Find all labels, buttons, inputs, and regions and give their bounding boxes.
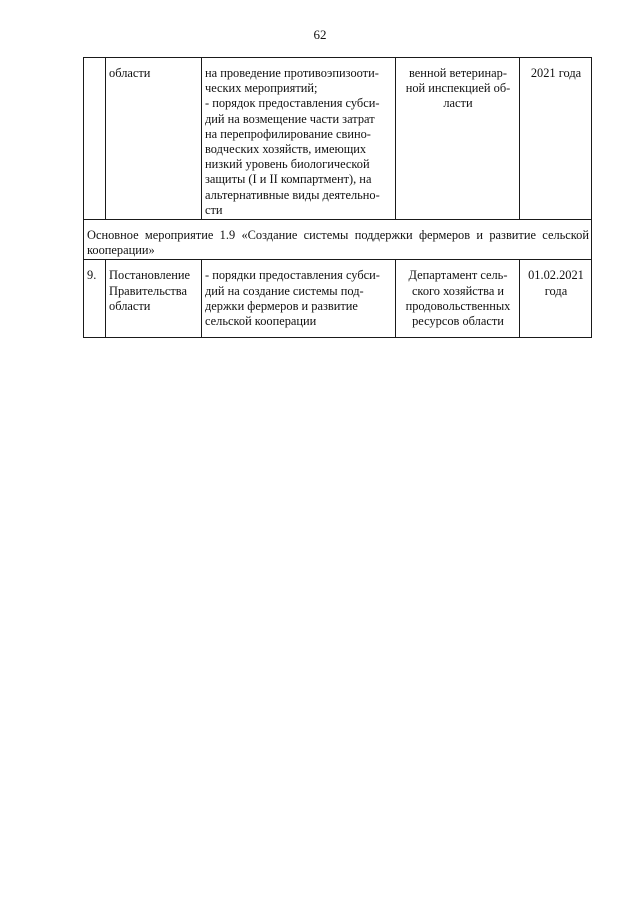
row-number: 9. xyxy=(87,268,97,283)
cell-responsible xyxy=(396,260,520,338)
deadline-line: 01.02.2021 xyxy=(528,268,584,283)
cell-content xyxy=(202,260,396,338)
table-section-header xyxy=(84,220,592,260)
content-line: на проведение противоэпизооти- xyxy=(205,66,379,80)
cell-document-type xyxy=(106,260,202,338)
section-title-line: Основное мероприятие 1.9 «Создание системы поддержки фермеров и развитие сельской xyxy=(87,228,589,243)
cell-deadline xyxy=(520,260,592,338)
content-line: держки фермеров и развитие xyxy=(205,298,358,313)
content-line: водческих хозяйств, имеющих xyxy=(205,142,367,157)
content-line: дий на возмещение части затрат xyxy=(205,111,375,126)
measures-table xyxy=(83,57,592,338)
cell-content xyxy=(202,58,396,220)
responsible-line: венной ветеринар- xyxy=(409,66,507,80)
responsible-line: ласти xyxy=(443,96,473,111)
content-line: - порядки предоставления субси- xyxy=(205,268,380,283)
content-line: дий на создание системы под- xyxy=(205,283,364,298)
deadline-line: 2021 года xyxy=(530,66,582,80)
content-line: - порядок предоставления субси- xyxy=(205,96,380,111)
cell-number xyxy=(84,58,106,220)
responsible-line: продовольственных xyxy=(405,298,511,313)
content-line: защиты (I и II компартмент), на xyxy=(205,172,372,187)
responsible-line: ского хозяйства и xyxy=(411,283,505,298)
doc-type-line: Постановление xyxy=(109,268,190,283)
content-line: сельской кооперации xyxy=(205,314,317,329)
content-line: на перепрофилирование свино- xyxy=(205,126,371,141)
section-title xyxy=(84,220,592,260)
content-line: ческих мероприятий; xyxy=(205,81,318,96)
doc-type-line: области xyxy=(109,66,151,80)
content-line: сти xyxy=(205,202,223,217)
doc-type-line: Правительства xyxy=(109,283,187,298)
table-row-continued xyxy=(84,58,592,220)
content-line: альтернативные виды деятельно- xyxy=(205,187,380,202)
responsible-line: Департамент сель- xyxy=(408,268,508,283)
responsible-line: ресурсов области xyxy=(412,314,504,329)
section-title-line: кооперации» xyxy=(87,243,155,258)
doc-type-line: области xyxy=(109,298,151,313)
cell-deadline xyxy=(520,58,592,220)
content-line: низкий уровень биологической xyxy=(205,157,370,172)
responsible-line: ной инспекцией об- xyxy=(405,81,511,96)
cell-document-type xyxy=(106,58,202,220)
cell-number xyxy=(84,260,106,338)
deadline-line: года xyxy=(544,283,568,298)
page-number: 62 xyxy=(313,27,327,42)
cell-responsible xyxy=(396,58,520,220)
table-row-9 xyxy=(84,260,592,338)
